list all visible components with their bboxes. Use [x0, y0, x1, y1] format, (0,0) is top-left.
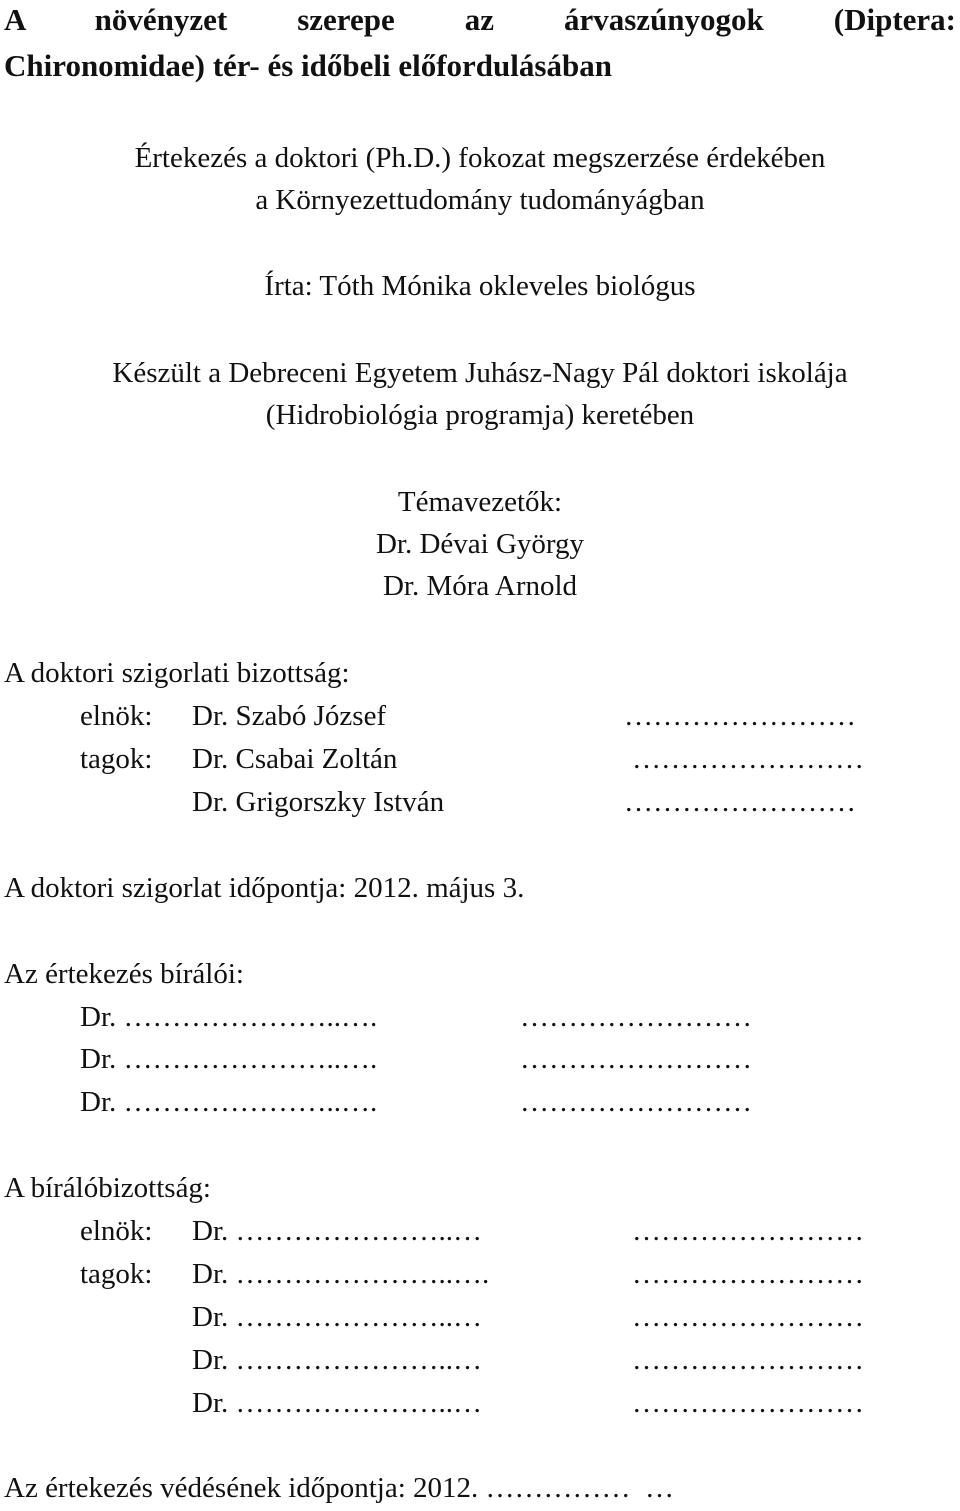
- reviewer-name-3: Dr. …………………..….: [80, 1086, 378, 1118]
- exam-date: A doktori szigorlat időpontja: 2012. május 3.: [4, 872, 525, 904]
- exam-committee-signature-1: ……………………: [624, 700, 856, 732]
- exam-committee-heading: A doktori szigorlati bizottság:: [4, 657, 350, 689]
- review-committee-signature-5: ……………………: [632, 1387, 864, 1419]
- review-committee-heading: A bírálóbizottság:: [4, 1172, 211, 1204]
- reviewers-heading: Az értekezés bírálói:: [4, 958, 244, 990]
- exam-committee-signature-2: ……………………: [632, 743, 864, 775]
- review-committee-name-3: Dr. …………………..…: [192, 1301, 482, 1333]
- exam-committee-name-1: Dr. Szabó József: [192, 700, 387, 732]
- school-line-1: Készült a Debreceni Egyetem Juhász-Nagy Pál doktori iskolája: [112, 357, 848, 389]
- supervisor-name-2: Dr. Móra Arnold: [382, 570, 578, 602]
- exam-committee-signature-3: ……………………: [624, 786, 856, 818]
- title-line-1: A növényzet szerepe az árvaszúnyogok (Diptera:: [4, 2, 956, 37]
- title-line-2: Chironomidae) tér- és időbeli előfordulásában: [4, 48, 612, 83]
- reviewer-signature-2: ……………………: [520, 1043, 752, 1075]
- reviewer-name-1: Dr. …………………..….: [80, 1001, 378, 1033]
- exam-committee-role-1: elnök:: [80, 700, 153, 732]
- exam-committee-name-2: Dr. Csabai Zoltán: [192, 743, 398, 775]
- review-committee-signature-1: ……………………: [632, 1215, 864, 1247]
- reviewer-signature-1: ……………………: [520, 1001, 752, 1033]
- review-committee-name-4: Dr. …………………..…: [192, 1344, 482, 1376]
- review-committee-name-5: Dr. …………………..…: [192, 1387, 482, 1419]
- review-committee-signature-4: ……………………: [632, 1344, 864, 1376]
- exam-committee-role-2: tagok:: [80, 743, 153, 775]
- author-line: Írta: Tóth Mónika okleveles biológus: [264, 270, 696, 302]
- reviewer-name-2: Dr. …………………..….: [80, 1043, 378, 1075]
- supervisor-name-1: Dr. Dévai György: [375, 528, 585, 560]
- defense-date: Az értekezés védésének időpontja: 2012. …………… …: [4, 1472, 675, 1504]
- review-committee-name-2: Dr. …………………..….: [192, 1258, 490, 1290]
- review-committee-signature-3: ……………………: [632, 1301, 864, 1333]
- review-committee-name-1: Dr. …………………..…: [192, 1215, 482, 1247]
- review-committee-signature-2: ……………………: [632, 1258, 864, 1290]
- review-committee-role-2: tagok:: [80, 1258, 153, 1290]
- degree-line-2: a Környezettudomány tudományágban: [255, 184, 705, 216]
- degree-line-1: Értekezés a doktori (Ph.D.) fokozat megszerzése érdekében: [134, 142, 826, 174]
- exam-committee-name-3: Dr. Grigorszky István: [192, 786, 445, 818]
- review-committee-role-1: elnök:: [80, 1215, 153, 1247]
- school-line-2: (Hidrobiológia programja) keretében: [265, 399, 695, 431]
- reviewer-signature-3: ……………………: [520, 1086, 752, 1118]
- supervisors-label: Témavezetők:: [397, 486, 563, 518]
